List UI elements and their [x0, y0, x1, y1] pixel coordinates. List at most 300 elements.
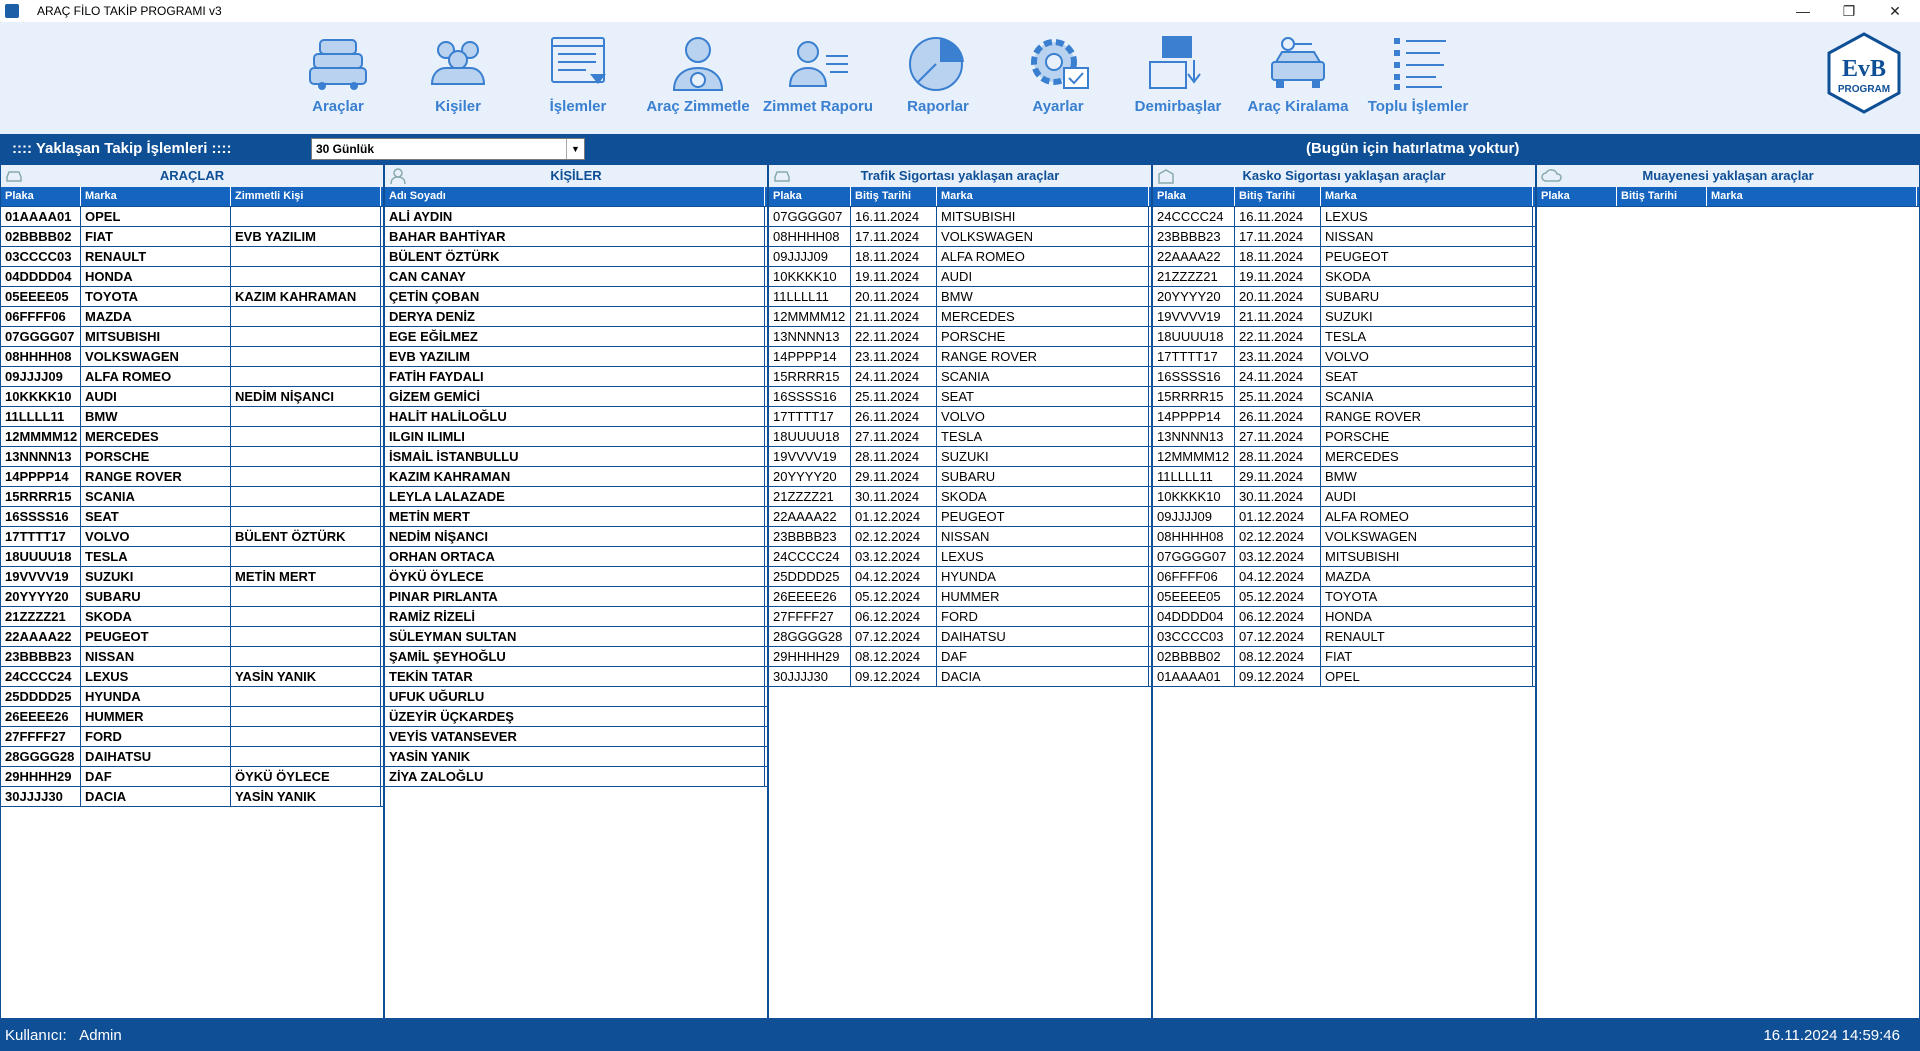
- table-cell: EVB YAZILIM: [231, 227, 381, 246]
- toolbar-button-settings[interactable]: [998, 34, 1118, 115]
- table-row[interactable]: [769, 647, 1151, 667]
- table-cell: SCANIA: [937, 367, 1149, 386]
- table-cell: DAIHATSU: [81, 747, 231, 766]
- table-row[interactable]: [1153, 607, 1535, 627]
- table-cell: YASİN YANIK: [231, 787, 381, 806]
- table-cell: 17TTTT17: [1153, 347, 1235, 366]
- table-cell: LEYLA LALAZADE: [385, 487, 765, 506]
- table-row[interactable]: [385, 367, 767, 387]
- table-row[interactable]: [385, 447, 767, 467]
- table-row[interactable]: [769, 527, 1151, 547]
- column-header[interactable]: Bitiş Tarihi: [851, 187, 937, 206]
- people-icon: [426, 34, 490, 92]
- table-cell: ORHAN ORTACA: [385, 547, 765, 566]
- table-cell: AUDI: [1321, 487, 1533, 506]
- table-cell: 24.11.2024: [851, 367, 937, 386]
- close-button[interactable]: ✕: [1889, 2, 1901, 19]
- table-cell: BAHAR BAHTİYAR: [385, 227, 765, 246]
- people-panel: [384, 164, 768, 1019]
- table-cell: RENAULT: [81, 247, 231, 266]
- table-row[interactable]: [385, 667, 767, 687]
- table-cell: 07.12.2024: [1235, 627, 1321, 646]
- table-cell: NISSAN: [81, 647, 231, 666]
- table-row[interactable]: [1153, 367, 1535, 387]
- table-row[interactable]: [385, 627, 767, 647]
- table-cell: 16SSSS16: [1, 507, 81, 526]
- table-row[interactable]: [385, 707, 767, 727]
- table-row[interactable]: [385, 327, 767, 347]
- table-cell: DACIA: [81, 787, 231, 806]
- table-row[interactable]: [385, 587, 767, 607]
- table-row[interactable]: [1, 667, 383, 687]
- table-row[interactable]: [769, 627, 1151, 647]
- column-header[interactable]: Bitiş Tarihi: [1617, 187, 1707, 206]
- table-row[interactable]: [1153, 387, 1535, 407]
- table-row[interactable]: [769, 507, 1151, 527]
- table-cell: 06FFFF06: [1153, 567, 1235, 586]
- table-cell: PEUGEOT: [937, 507, 1149, 526]
- table-cell: SUZUKI: [937, 447, 1149, 466]
- table-cell: 27FFFF27: [1, 727, 81, 746]
- table-cell: YASİN YANIK: [231, 667, 381, 686]
- table-row[interactable]: [1, 347, 383, 367]
- table-row[interactable]: [1, 407, 383, 427]
- table-cell: FIAT: [81, 227, 231, 246]
- table-cell: 20YYYY20: [769, 467, 851, 486]
- table-cell: SCANIA: [81, 487, 231, 506]
- table-cell: 16.11.2024: [1235, 207, 1321, 226]
- toolbar-label: Toplu İşlemler: [1367, 98, 1469, 115]
- table-row[interactable]: [769, 247, 1151, 267]
- table-row[interactable]: [1, 467, 383, 487]
- table-cell: SKODA: [937, 487, 1149, 506]
- table-row[interactable]: [1153, 247, 1535, 267]
- table-row[interactable]: [1, 207, 383, 227]
- toolbar-label: Zimmet Raporu: [762, 98, 873, 115]
- vehicles-grid[interactable]: [1, 187, 383, 1018]
- table-row[interactable]: [1153, 407, 1535, 427]
- table-cell: DERYA DENİZ: [385, 307, 765, 326]
- table-row[interactable]: [1153, 427, 1535, 447]
- panel-title: Kasko Sigortası yaklaşan araçlar: [1242, 168, 1446, 183]
- table-row[interactable]: [385, 267, 767, 287]
- table-cell: BÜLENT ÖZTÜRK: [385, 247, 765, 266]
- table-cell: VOLVO: [81, 527, 231, 546]
- table-row[interactable]: [1153, 507, 1535, 527]
- table-cell: 03.12.2024: [1235, 547, 1321, 566]
- table-row[interactable]: [769, 587, 1151, 607]
- toolbar-button-assign-vehicle[interactable]: [638, 34, 758, 115]
- table-row[interactable]: [385, 547, 767, 567]
- table-row[interactable]: [1, 247, 383, 267]
- people-grid[interactable]: [385, 187, 767, 1018]
- table-row[interactable]: [1153, 347, 1535, 367]
- logo-subtext: PROGRAM: [1837, 84, 1891, 95]
- table-cell: ALFA ROMEO: [937, 247, 1149, 266]
- maximize-button[interactable]: ❐: [1842, 2, 1856, 19]
- table-cell: BMW: [937, 287, 1149, 306]
- table-row[interactable]: [385, 647, 767, 667]
- toolbar-button-fixtures[interactable]: [1118, 34, 1238, 115]
- table-row[interactable]: [385, 227, 767, 247]
- table-cell: 20.11.2024: [1235, 287, 1321, 306]
- column-header[interactable]: Marka: [81, 187, 231, 206]
- table-row[interactable]: [385, 427, 767, 447]
- table-cell: VOLKSWAGEN: [1321, 527, 1533, 546]
- table-row[interactable]: [769, 607, 1151, 627]
- list-icon: [1386, 34, 1450, 92]
- minimize-button[interactable]: —: [1796, 3, 1810, 19]
- table-row[interactable]: [769, 207, 1151, 227]
- panel-header: [1, 165, 383, 187]
- table-row[interactable]: [1153, 447, 1535, 467]
- table-row[interactable]: [1153, 547, 1535, 567]
- table-cell: ŞAMİL ŞEYHOĞLU: [385, 647, 765, 666]
- table-row[interactable]: [1153, 587, 1535, 607]
- column-header[interactable]: Marka: [937, 187, 1149, 206]
- table-cell: 08.12.2024: [851, 647, 937, 666]
- table-row[interactable]: [385, 407, 767, 427]
- table-cell: 22AAAA22: [769, 507, 851, 526]
- table-row[interactable]: [769, 567, 1151, 587]
- traffic-insurance-grid[interactable]: [769, 187, 1151, 1018]
- table-row[interactable]: [1153, 667, 1535, 687]
- panel-header: [385, 165, 767, 187]
- table-cell: 11LLLL11: [1153, 467, 1235, 486]
- table-cell: PEUGEOT: [1321, 247, 1533, 266]
- panel-title: Muayenesi yaklaşan araçlar: [1642, 168, 1814, 183]
- table-row[interactable]: [1153, 527, 1535, 547]
- table-cell: MITSUBISHI: [937, 207, 1149, 226]
- table-cell: KAZIM KAHRAMAN: [385, 467, 765, 486]
- column-header[interactable]: Marka: [1321, 187, 1533, 206]
- table-cell: TOYOTA: [1321, 587, 1533, 606]
- table-cell: 23BBBB23: [1, 647, 81, 666]
- toolbar-label: Ayarlar: [1032, 98, 1084, 115]
- table-cell: OPEL: [81, 207, 231, 226]
- table-cell: 20YYYY20: [1, 587, 81, 606]
- table-cell: 17TTTT17: [1, 527, 81, 546]
- table-cell: 06.12.2024: [1235, 607, 1321, 626]
- table-cell: 21ZZZZ21: [1, 607, 81, 626]
- status-bar: [0, 1019, 1920, 1051]
- table-row[interactable]: [1, 787, 383, 807]
- user-label: Kullanıcı:: [5, 1027, 67, 1044]
- table-cell: HYUNDA: [937, 567, 1149, 586]
- table-cell: TESLA: [1321, 327, 1533, 346]
- table-row[interactable]: [1, 607, 383, 627]
- table-row[interactable]: [1, 367, 383, 387]
- table-row[interactable]: [1, 527, 383, 547]
- table-cell: ALFA ROMEO: [81, 367, 231, 386]
- table-cell: [231, 547, 381, 566]
- toolbar-button-car-rental[interactable]: [1238, 34, 1358, 115]
- table-cell: [231, 307, 381, 326]
- table-row[interactable]: [1, 287, 383, 307]
- reminder-text: (Bugün için hatırlatma yoktur): [1306, 140, 1520, 157]
- table-cell: NEDİM NİŞANCI: [231, 387, 381, 406]
- chevron-down-icon[interactable]: ▼: [566, 139, 584, 159]
- table-cell: SUBARU: [1321, 287, 1533, 306]
- table-row[interactable]: [1153, 227, 1535, 247]
- table-cell: RANGE ROVER: [81, 467, 231, 486]
- table-cell: DACIA: [937, 667, 1149, 686]
- table-cell: 05EEEE05: [1, 287, 81, 306]
- table-cell: HYUNDA: [81, 687, 231, 706]
- toolbar-button-reports[interactable]: [878, 34, 998, 115]
- table-cell: METİN MERT: [385, 507, 765, 526]
- panel-header: [769, 165, 1151, 187]
- user-info: [5, 1027, 122, 1044]
- table-cell: 22.11.2024: [851, 327, 937, 346]
- table-row[interactable]: [1, 267, 383, 287]
- table-cell: 17.11.2024: [851, 227, 937, 246]
- table-row[interactable]: [1, 447, 383, 467]
- table-row[interactable]: [1, 387, 383, 407]
- table-row[interactable]: [1153, 627, 1535, 647]
- table-cell: 07GGGG07: [1, 327, 81, 346]
- toolbar-button-operations[interactable]: [518, 34, 638, 115]
- table-row[interactable]: [769, 667, 1151, 687]
- table-row[interactable]: [1, 707, 383, 727]
- table-row[interactable]: [769, 407, 1151, 427]
- table-cell: ÇETİN ÇOBAN: [385, 287, 765, 306]
- table-cell: RENAULT: [1321, 627, 1533, 646]
- table-row[interactable]: [385, 307, 767, 327]
- table-cell: 03.12.2024: [851, 547, 937, 566]
- table-row[interactable]: [769, 327, 1151, 347]
- table-row[interactable]: [385, 607, 767, 627]
- table-row[interactable]: [385, 527, 767, 547]
- table-cell: 23.11.2024: [851, 347, 937, 366]
- column-header[interactable]: Marka: [1707, 187, 1917, 206]
- table-row[interactable]: [1, 427, 383, 447]
- table-row[interactable]: [769, 227, 1151, 247]
- table-cell: 13NNNN13: [1, 447, 81, 466]
- driver-icon: [666, 34, 730, 92]
- inspection-grid[interactable]: [1537, 187, 1919, 1018]
- table-cell: MAZDA: [81, 307, 231, 326]
- toolbar: [0, 22, 1920, 134]
- period-select-value: 30 Günlük: [316, 142, 375, 156]
- table-row[interactable]: [1153, 307, 1535, 327]
- table-row[interactable]: [1, 227, 383, 247]
- table-cell: 22.11.2024: [1235, 327, 1321, 346]
- table-cell: TEKİN TATAR: [385, 667, 765, 686]
- table-cell: DAF: [937, 647, 1149, 666]
- table-cell: 20.11.2024: [851, 287, 937, 306]
- table-cell: 15RRRR15: [769, 367, 851, 386]
- table-cell: [231, 427, 381, 446]
- table-cell: 21ZZZZ21: [769, 487, 851, 506]
- table-row[interactable]: [769, 307, 1151, 327]
- period-select[interactable]: [311, 138, 585, 160]
- toolbar-button-assignment-report[interactable]: [758, 34, 878, 115]
- table-row[interactable]: [1153, 467, 1535, 487]
- toolbar-button-vehicles[interactable]: [278, 34, 398, 115]
- table-row[interactable]: [1153, 567, 1535, 587]
- table-cell: 01.12.2024: [1235, 507, 1321, 526]
- column-header[interactable]: Plaka: [769, 187, 851, 206]
- table-cell: 30JJJJ30: [1, 787, 81, 806]
- monitor-icon: [1146, 34, 1210, 92]
- table-cell: 08HHHH08: [1153, 527, 1235, 546]
- title-bar: [0, 0, 1920, 22]
- table-row[interactable]: [1, 547, 383, 567]
- table-row[interactable]: [769, 547, 1151, 567]
- table-row[interactable]: [769, 447, 1151, 467]
- table-row[interactable]: [385, 767, 767, 787]
- column-header[interactable]: Zimmetli Kişi: [231, 187, 381, 206]
- table-row[interactable]: [769, 427, 1151, 447]
- table-cell: 15RRRR15: [1153, 387, 1235, 406]
- table-cell: 09JJJJ09: [1153, 507, 1235, 526]
- table-row[interactable]: [769, 387, 1151, 407]
- table-cell: BMW: [81, 407, 231, 426]
- table-cell: 12MMMM12: [1, 427, 81, 446]
- table-cell: 10KKKK10: [1153, 487, 1235, 506]
- table-row[interactable]: [1, 307, 383, 327]
- table-cell: [231, 747, 381, 766]
- table-cell: 16.11.2024: [851, 207, 937, 226]
- table-cell: TOYOTA: [81, 287, 231, 306]
- table-cell: 28.11.2024: [851, 447, 937, 466]
- table-cell: 10KKKK10: [769, 267, 851, 286]
- table-row[interactable]: [385, 567, 767, 587]
- table-row[interactable]: [1, 627, 383, 647]
- table-row[interactable]: [769, 347, 1151, 367]
- column-header[interactable]: Bitiş Tarihi: [1235, 187, 1321, 206]
- table-cell: SUZUKI: [1321, 307, 1533, 326]
- column-header[interactable]: Plaka: [1, 187, 81, 206]
- table-cell: EGE EĞİLMEZ: [385, 327, 765, 346]
- table-cell: 06FFFF06: [1, 307, 81, 326]
- table-row[interactable]: [769, 467, 1151, 487]
- table-cell: [231, 647, 381, 666]
- table-row[interactable]: [385, 247, 767, 267]
- table-cell: 29.11.2024: [1235, 467, 1321, 486]
- table-row[interactable]: [385, 207, 767, 227]
- panel-header: [1537, 165, 1919, 187]
- table-cell: HONDA: [1321, 607, 1533, 626]
- table-cell: 04.12.2024: [1235, 567, 1321, 586]
- table-cell: 05EEEE05: [1153, 587, 1235, 606]
- pie-chart-icon: [906, 34, 970, 92]
- table-cell: 15RRRR15: [1, 487, 81, 506]
- table-row[interactable]: [1153, 487, 1535, 507]
- table-cell: 17TTTT17: [769, 407, 851, 426]
- table-cell: [231, 327, 381, 346]
- table-row[interactable]: [1, 687, 383, 707]
- table-row[interactable]: [1, 647, 383, 667]
- table-row[interactable]: [769, 487, 1151, 507]
- table-cell: AUDI: [81, 387, 231, 406]
- table-cell: LEXUS: [937, 547, 1149, 566]
- table-cell: FORD: [81, 727, 231, 746]
- table-cell: SEAT: [1321, 367, 1533, 386]
- table-row[interactable]: [1153, 287, 1535, 307]
- table-row[interactable]: [1, 507, 383, 527]
- table-row[interactable]: [1153, 267, 1535, 287]
- toolbar-button-bulk-operations[interactable]: [1358, 34, 1478, 115]
- kasko-insurance-grid[interactable]: [1153, 187, 1535, 1018]
- column-header[interactable]: Plaka: [1153, 187, 1235, 206]
- table-cell: 08HHHH08: [769, 227, 851, 246]
- table-row[interactable]: [385, 487, 767, 507]
- table-row[interactable]: [1153, 647, 1535, 667]
- window-title: ARAÇ FİLO TAKİP PROGRAMI v3: [37, 4, 222, 18]
- table-row[interactable]: [1153, 207, 1535, 227]
- table-row[interactable]: [385, 287, 767, 307]
- table-row[interactable]: [1, 767, 383, 787]
- table-cell: 14PPPP14: [1, 467, 81, 486]
- table-cell: 24.11.2024: [1235, 367, 1321, 386]
- gear-icon: [1026, 34, 1090, 92]
- table-cell: TESLA: [937, 427, 1149, 446]
- toolbar-label: İşlemler: [549, 98, 607, 115]
- table-cell: HUMMER: [81, 707, 231, 726]
- table-cell: VOLKSWAGEN: [937, 227, 1149, 246]
- table-row[interactable]: [385, 747, 767, 767]
- table-cell: 02.12.2024: [851, 527, 937, 546]
- table-row[interactable]: [1, 747, 383, 767]
- toolbar-button-people[interactable]: [398, 34, 518, 115]
- table-row[interactable]: [769, 267, 1151, 287]
- table-cell: FIAT: [1321, 647, 1533, 666]
- table-cell: [231, 407, 381, 426]
- app-icon: [5, 4, 19, 18]
- table-row[interactable]: [1, 587, 383, 607]
- table-row[interactable]: [769, 287, 1151, 307]
- table-row[interactable]: [1, 727, 383, 747]
- table-cell: 19.11.2024: [851, 267, 937, 286]
- panel-title: ARAÇLAR: [159, 168, 225, 183]
- table-cell: PORSCHE: [937, 327, 1149, 346]
- table-row[interactable]: [1, 567, 383, 587]
- table-row[interactable]: [1, 487, 383, 507]
- table-cell: 22AAAA22: [1153, 247, 1235, 266]
- table-cell: EVB YAZILIM: [385, 347, 765, 366]
- table-cell: 09JJJJ09: [1, 367, 81, 386]
- column-header[interactable]: Adı Soyadı: [385, 187, 765, 206]
- table-row[interactable]: [385, 347, 767, 367]
- table-cell: FATİH FAYDALI: [385, 367, 765, 386]
- table-cell: MITSUBISHI: [1321, 547, 1533, 566]
- table-cell: 27.11.2024: [1235, 427, 1321, 446]
- table-row[interactable]: [385, 507, 767, 527]
- table-cell: MERCEDES: [937, 307, 1149, 326]
- table-cell: METİN MERT: [231, 567, 381, 586]
- table-cell: GİZEM GEMİCİ: [385, 387, 765, 406]
- logo-text: EvB: [1841, 56, 1887, 82]
- table-row[interactable]: [385, 687, 767, 707]
- column-header[interactable]: Plaka: [1537, 187, 1617, 206]
- table-row[interactable]: [385, 387, 767, 407]
- table-row[interactable]: [769, 367, 1151, 387]
- panel-title: Trafik Sigortası yaklaşan araçlar: [860, 168, 1060, 183]
- table-row[interactable]: [1153, 327, 1535, 347]
- table-row[interactable]: [1, 327, 383, 347]
- table-row[interactable]: [385, 467, 767, 487]
- table-row[interactable]: [385, 727, 767, 747]
- table-cell: 13NNNN13: [769, 327, 851, 346]
- table-cell: 21ZZZZ21: [1153, 267, 1235, 286]
- form-icon: [546, 34, 610, 92]
- table-cell: 23BBBB23: [769, 527, 851, 546]
- table-cell: SUBARU: [81, 587, 231, 606]
- table-cell: NISSAN: [1321, 227, 1533, 246]
- upcoming-label: :::: Yaklaşan Takip İşlemleri ::::: [12, 140, 232, 157]
